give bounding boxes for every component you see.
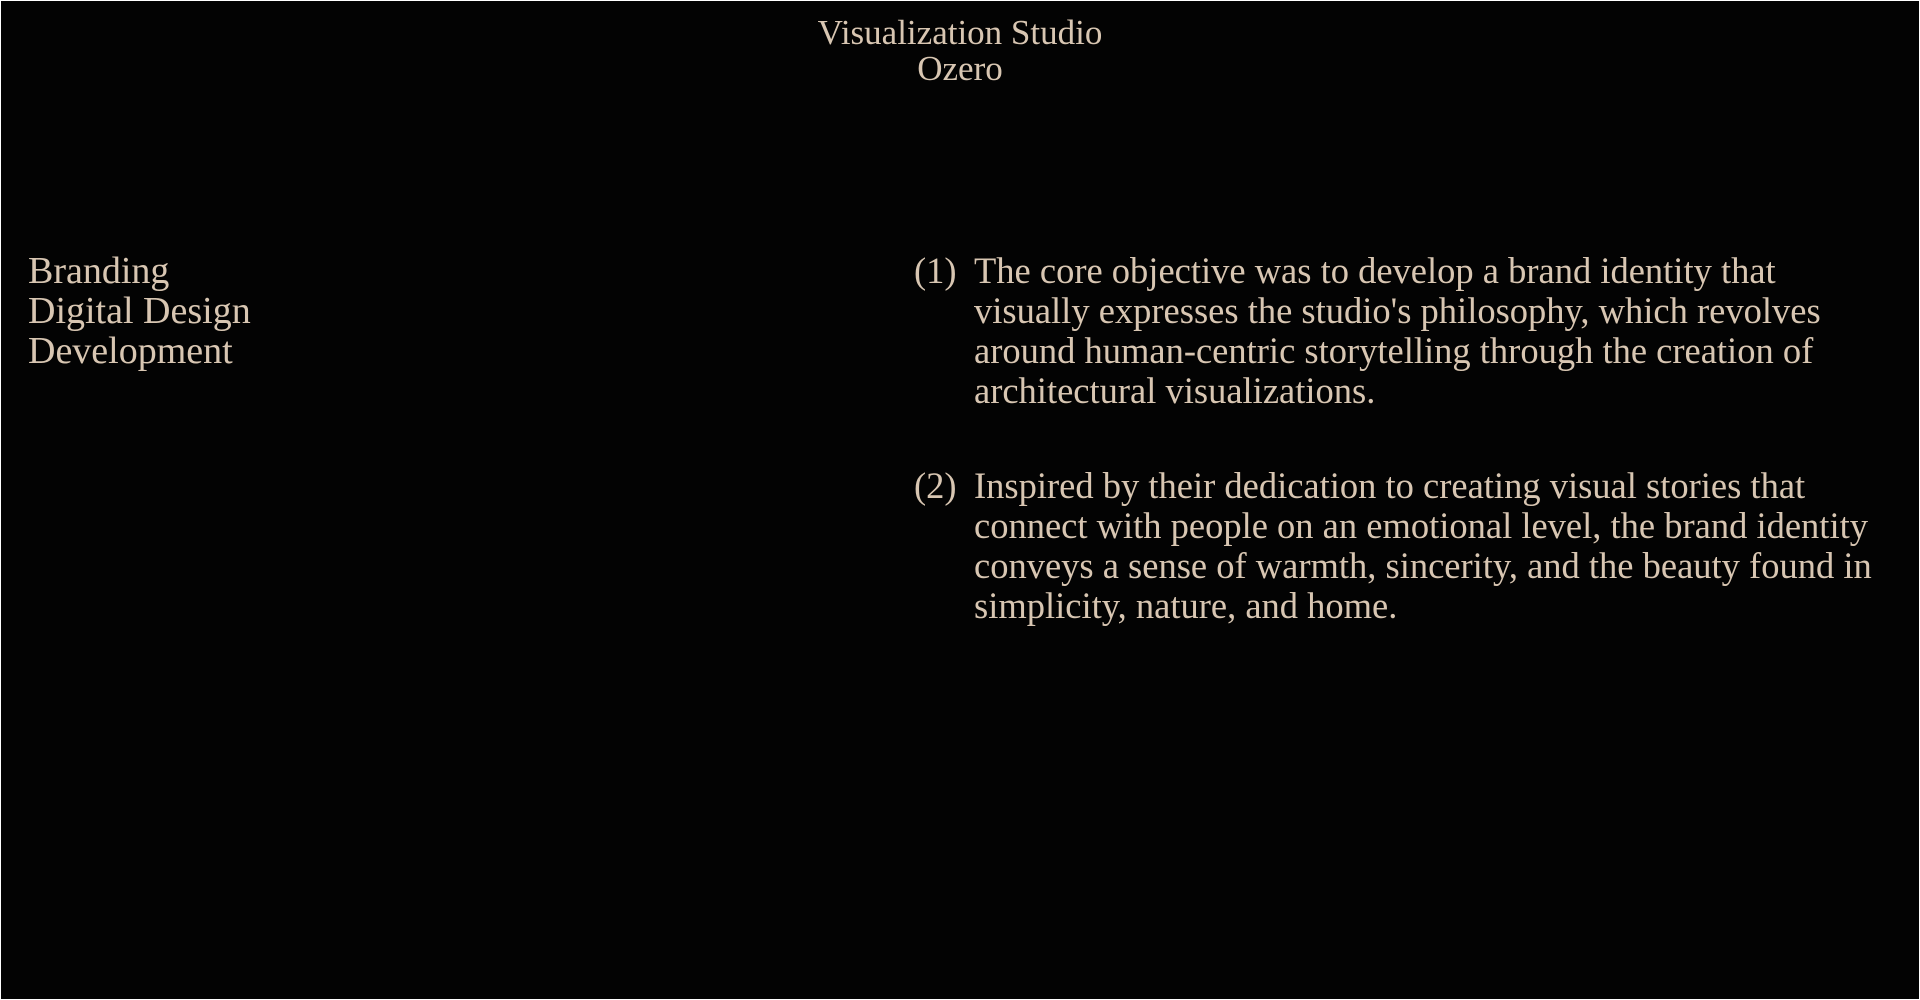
service-branding: Branding <box>28 250 170 292</box>
item-number: (2) <box>914 465 957 506</box>
page-subtitle: Ozero <box>917 49 1003 88</box>
description-item <box>914 251 1899 411</box>
services-list <box>28 251 251 371</box>
page-frame <box>1 1 1919 999</box>
page-title: Visualization Studio <box>817 13 1103 52</box>
item-number: (1) <box>914 250 957 291</box>
page-header <box>1 15 1919 87</box>
item-text: The core objective was to develop a brand identity that visually expresses the studio's philosophy, which revolves around human-centric storytelling through the creation of architectural visualizations. <box>974 250 1821 411</box>
service-development: Development <box>28 330 233 372</box>
description-list <box>914 251 1899 681</box>
description-item <box>914 466 1899 626</box>
item-text: Inspired by their dedication to creating visual stories that connect with people on an emotional level, the brand identity conveys a sense of warmth, sincerity, and the beauty found in simplicity, nature, and home. <box>974 465 1872 626</box>
service-digital-design: Digital Design <box>28 290 251 332</box>
